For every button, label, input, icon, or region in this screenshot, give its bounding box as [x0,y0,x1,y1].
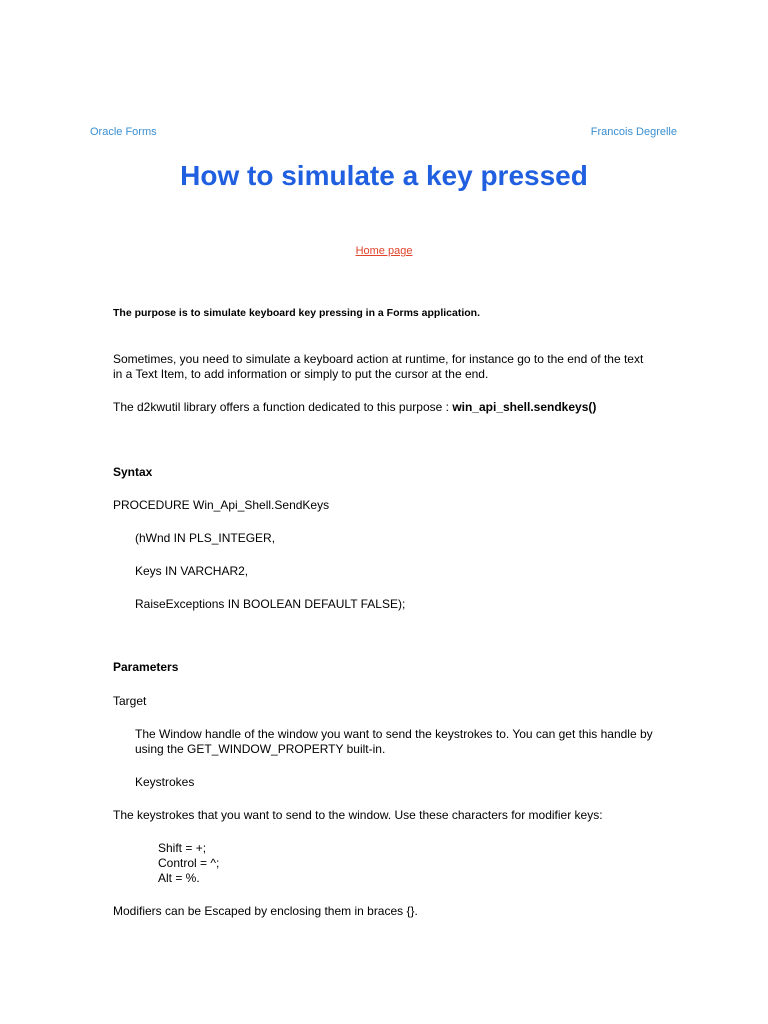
home-link-container [0,245,768,257]
purpose-statement: The purpose is to simulate keyboard key pressing in a Forms application. [113,307,481,319]
library-text: The d2kwutil library offers a function dedicated to this purpose : [113,400,453,414]
home-page-link[interactable]: Home page [355,245,413,257]
keystrokes-desc: The keystrokes that you want to send to the window. Use these characters for modifier keys: [113,808,603,822]
header-right-text: Francois Degrelle [590,126,677,138]
library-paragraph [113,400,596,415]
keystrokes-label: Keystrokes [135,775,195,789]
syntax-param-keys: Keys IN VARCHAR2, [135,564,249,578]
syntax-heading: Syntax [113,465,153,479]
syntax-param-raise: RaiseExceptions IN BOOLEAN DEFAULT FALSE); [135,597,406,611]
modifier-control: Control = ^; [158,856,220,870]
target-label: Target [113,694,147,708]
syntax-procedure: PROCEDURE Win_Api_Shell.SendKeys [113,498,330,512]
modifier-shift: Shift = +; [158,841,207,855]
page-title: How to simulate a key pressed [180,160,588,191]
target-desc-line-1: The Window handle of the window you want to send the keystrokes to. You can get this handle by [135,727,653,741]
syntax-param-hwnd: (hWnd IN PLS_INTEGER, [135,531,276,545]
header-left-text: Oracle Forms [90,126,157,138]
intro-line-2: in a Text Item, to add information or simply to put the cursor at the end. [113,367,489,381]
library-function: win_api_shell.sendkeys() [452,400,597,414]
intro-line-1: Sometimes, you need to simulate a keyboard action at runtime, for instance go to the end of the text [113,352,644,366]
parameters-heading: Parameters [113,660,179,674]
modifier-alt: Alt = %. [158,871,200,885]
target-desc-line-2: using the GET_WINDOW_PROPERTY built-in. [135,742,386,756]
escape-note: Modifiers can be Escaped by enclosing them in braces {}. [113,904,418,918]
